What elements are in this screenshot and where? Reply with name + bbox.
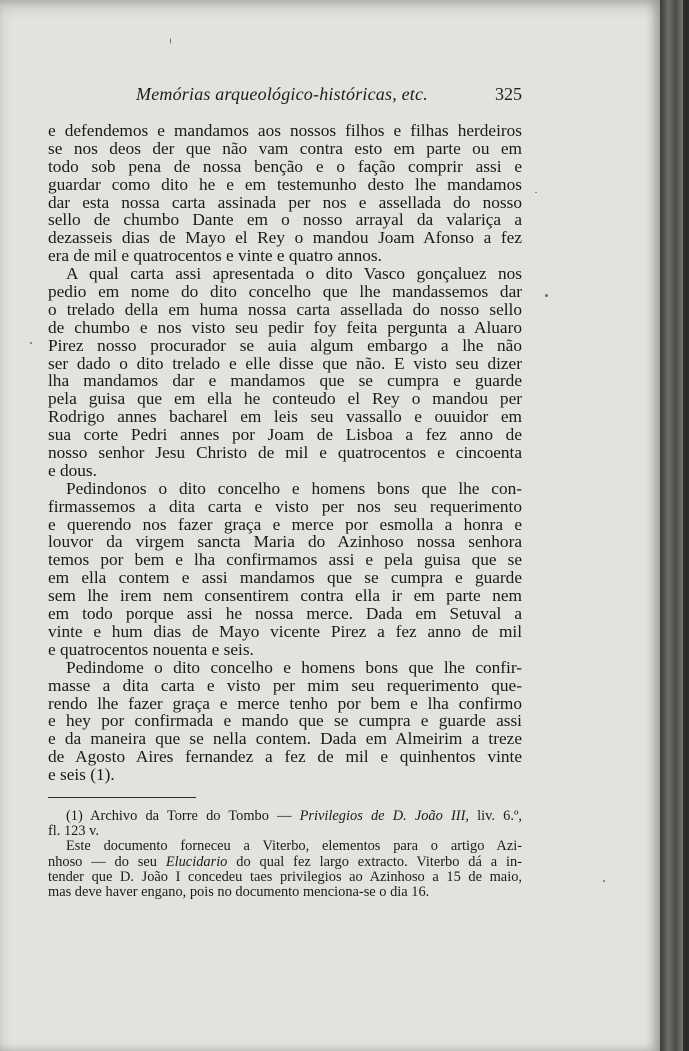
text-line: lha mandamos dar e mandamos que se cumpra e guarde (48, 371, 522, 391)
paragraph-start-line: A qual carta assi apresentada o dito Vasco gonçaluez nos (66, 264, 522, 284)
text-line: e defendemos e mandamos aos nossos filhos e filhas herdeiros (48, 121, 522, 140)
text-line: masse a dita carta e visto per mim seu requerimento que- (48, 675, 522, 695)
text-line: e querendo nos fazer graça e merce por esmolla a honra e (48, 514, 522, 534)
page-header (44, 84, 522, 110)
text-line: em ella contem e assi mandamos que se cumpra e guarde (48, 568, 522, 588)
footnote-text: do qual fez largo extracto. Viterbo dá a in- (227, 853, 522, 870)
footnote-line: tender que D. João I concedeu taes privilegios ao Azinhoso a 15 de maio, (48, 868, 522, 885)
text-line: de chumbo e nos visto seu pedir foy feita pergunta a Aluaro (48, 317, 522, 337)
text-line: nosso senhor Jesu Christo de mil e quatrocentos e cincoenta (48, 443, 522, 463)
text-line: sua corte Pedri annes por Joam de Lisboa a fez anno de (48, 425, 522, 445)
page-number: 325 (495, 84, 522, 104)
text-line: e seis (1). (48, 765, 115, 785)
text-line: Rodrigo annes bacharel em leis seu vassallo e ouuidor em (48, 407, 522, 427)
text-line: dar esta nossa carta assinada per nos e assellada do nosso (48, 192, 522, 212)
text-line: se nos deos der que não vam contra esto em parte ou em (48, 138, 522, 158)
text-line: e quatrocentos nouenta e seis. (48, 639, 254, 659)
text-line: pela guisa que em ella he conteudo el Rey o mandou per (48, 389, 522, 409)
text-line: pedio em nome do dito concelho que lhe mandassemos dar (48, 282, 522, 302)
footnote-line: mas deve haver engano, pois no documento menciona-se o dia 16. (48, 883, 430, 900)
footnote-text: (1) Archivo da Torre do Tombo — (66, 808, 300, 824)
text-line: guardar como dito he e em testemunho desto lhe mandamos (48, 174, 522, 194)
footnote-rule (48, 797, 196, 798)
text-line: Pirez nosso procurador se auia algum embargo a lhe não (48, 335, 522, 355)
text-line: de Agosto Aires fernandez a fez de mil e quinhentos vinte (48, 747, 522, 767)
text-line: em todo porque assi he nossa merce. Dada em Setuval a (48, 604, 522, 624)
paragraph-start-line: Pedindome o dito concelho e homens bons que lhe confir- (66, 657, 522, 677)
text-line: louvor da virgem sancta Maria do Azinhoso nossa senhora (48, 532, 522, 552)
text-line: sello de chumbo Dante em o nosso arrayal da valariça a (48, 210, 522, 230)
footnote-text: liv. 6.º, (468, 808, 523, 824)
text-line: e da maneira que se nella contem. Dada em Almeirim a treze (48, 729, 522, 749)
footnote-line: Este documento forneceu a Viterbo, elementos para o artigo Azi- (66, 838, 522, 855)
footnote-line (48, 855, 522, 870)
text-line: era de mil e quatrocentos e vinte e quatro annos. (48, 246, 382, 266)
footnote-text: nhoso — do seu (48, 853, 166, 870)
footnote-line: fl. 123 v. (48, 823, 100, 840)
text-line: vinte e hum dias de Mayo vicente Pirez a fez anno de mil (48, 621, 522, 641)
text-line: e dous. (48, 460, 97, 480)
text-line: temos por bem e lha confirmamos assi e pela guisa que se (48, 550, 522, 570)
footnote-line (48, 809, 522, 824)
body-text (48, 122, 522, 784)
text-line: dezasseis dias de Mayo el Rey o mandou Joam Afonso a fez (48, 228, 522, 248)
footnote-italic-title: Elucidario (165, 853, 228, 870)
text-line: rendo lhe fazer graça e merce tenho por bem e lha confirmo (48, 693, 522, 713)
running-title: Memórias arqueológico-históricas, etc. (136, 84, 428, 104)
text-line: todo sob pena de nossa benção e o fação comprir assi e (48, 156, 522, 176)
text-line: e hey por confirmada e mando que se cumpra e guarde assi (48, 711, 522, 731)
text-line: o trelado della em huma nossa carta assellada do nosso sello (48, 299, 522, 319)
footnote-italic-title: Privilegios de D. João III, (299, 808, 469, 824)
binding-edge (683, 0, 689, 1051)
text-line: ser dado o dito trelado e elle disse que não. E visto seu dizer (48, 353, 522, 373)
paragraph-start-line: Pedindonos o dito concelho e homens bons que lhe con- (66, 478, 522, 498)
text-line: sem lhe irem nem consentirem contra ella ir em parte nem (48, 586, 522, 606)
text-line: firmassemos a dita carta e visto per nos seu requerimento (48, 496, 522, 516)
footnotes (48, 809, 522, 900)
